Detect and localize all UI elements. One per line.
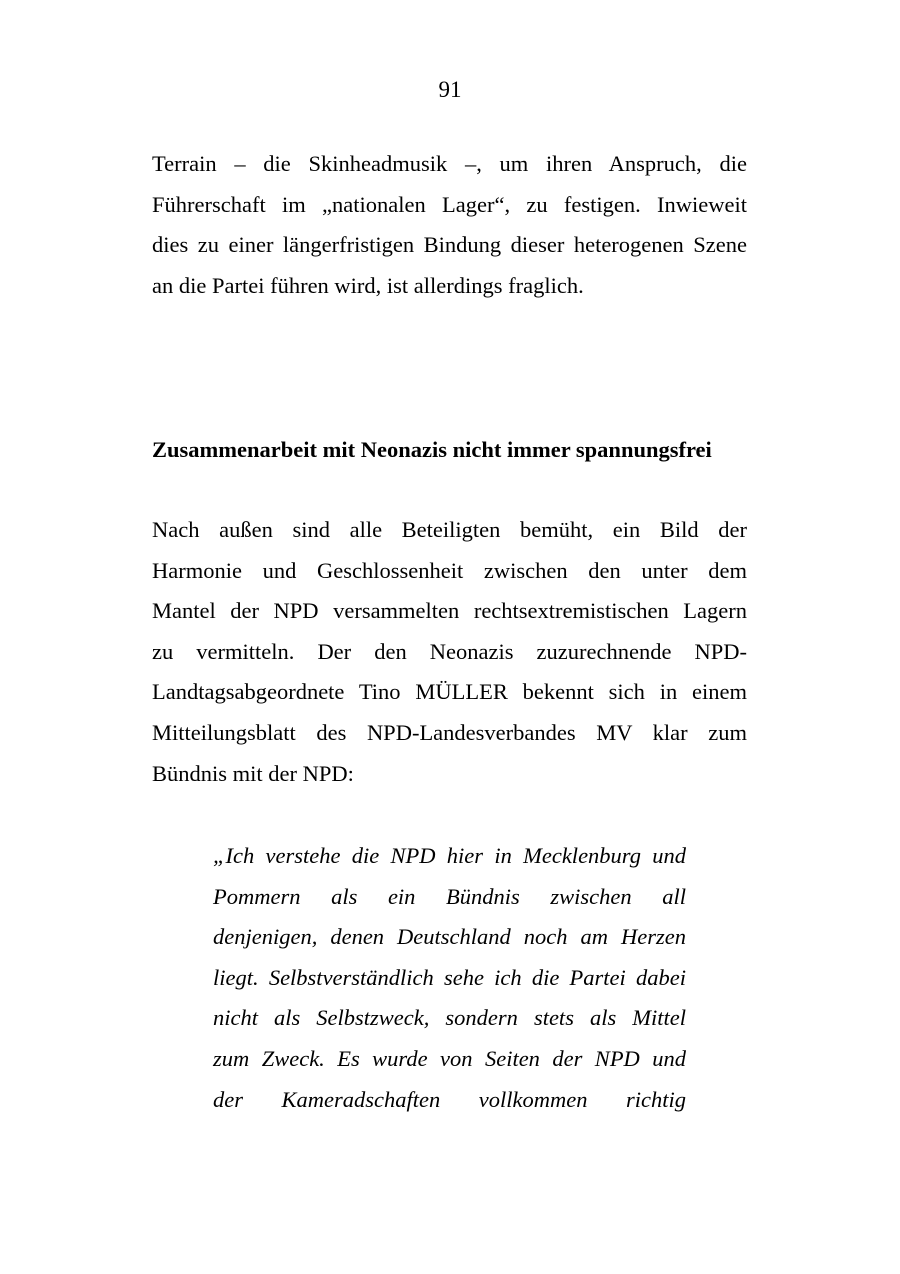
quote-line: nicht als Selbstzweck, sondern stets als Mittel [213,1005,686,1031]
paragraph-line: Nach außen sind alle Beteiligten bemüht, ein Bild der [152,517,747,542]
paragraph-line: Mantel der NPD versammelten rechtsextremistischen Lagern [152,598,747,624]
quote-line: Pommern als ein Bündnis zwischen all [213,883,686,909]
paragraph-line: Terrain – die Skinheadmusik –, um ihren Anspruch, die [152,151,747,176]
paragraph-line: Landtagsabgeordnete Tino MÜLLER bekennt sich in einem [152,679,747,705]
quote-line: liegt. Selbstverständlich sehe ich die Partei dabei [213,964,686,990]
section-heading: Zusammenarbeit mit Neonazis nicht immer spannungsfrei [152,437,712,462]
quote-line: der Kameradschaften vollkommen richtig [213,1086,686,1112]
paragraph-line: Harmonie und Geschlossenheit zwischen den unter dem [152,557,747,583]
paragraph-body [152,510,747,794]
paragraph-line: dies zu einer längerfristigen Bindung dieser heterogenen Szene [152,232,747,258]
quote-line: zum Zweck. Es wurde von Seiten der NPD und [213,1045,686,1071]
paragraph-line: Bündnis mit der NPD: [152,760,354,786]
paragraph-line: zu vermitteln. Der den Neonazis zuzurechnende NPD- [152,638,747,664]
paragraph-line: Führerschaft im „nationalen Lager“, zu festigen. Inwieweit [152,191,747,217]
paragraph-line: an die Partei führen wird, ist allerdings fraglich. [152,272,584,298]
paragraph-line: Mitteilungsblatt des NPD-Landesverbandes MV klar zum [152,719,747,745]
paragraph-intro [152,144,747,306]
block-quote [213,836,686,1120]
quote-line: denjenigen, denen Deutschland noch am Herzen [213,924,686,950]
quote-line: „Ich verstehe die NPD hier in Mecklenburg und [213,843,686,868]
page-number: 91 [438,77,462,102]
